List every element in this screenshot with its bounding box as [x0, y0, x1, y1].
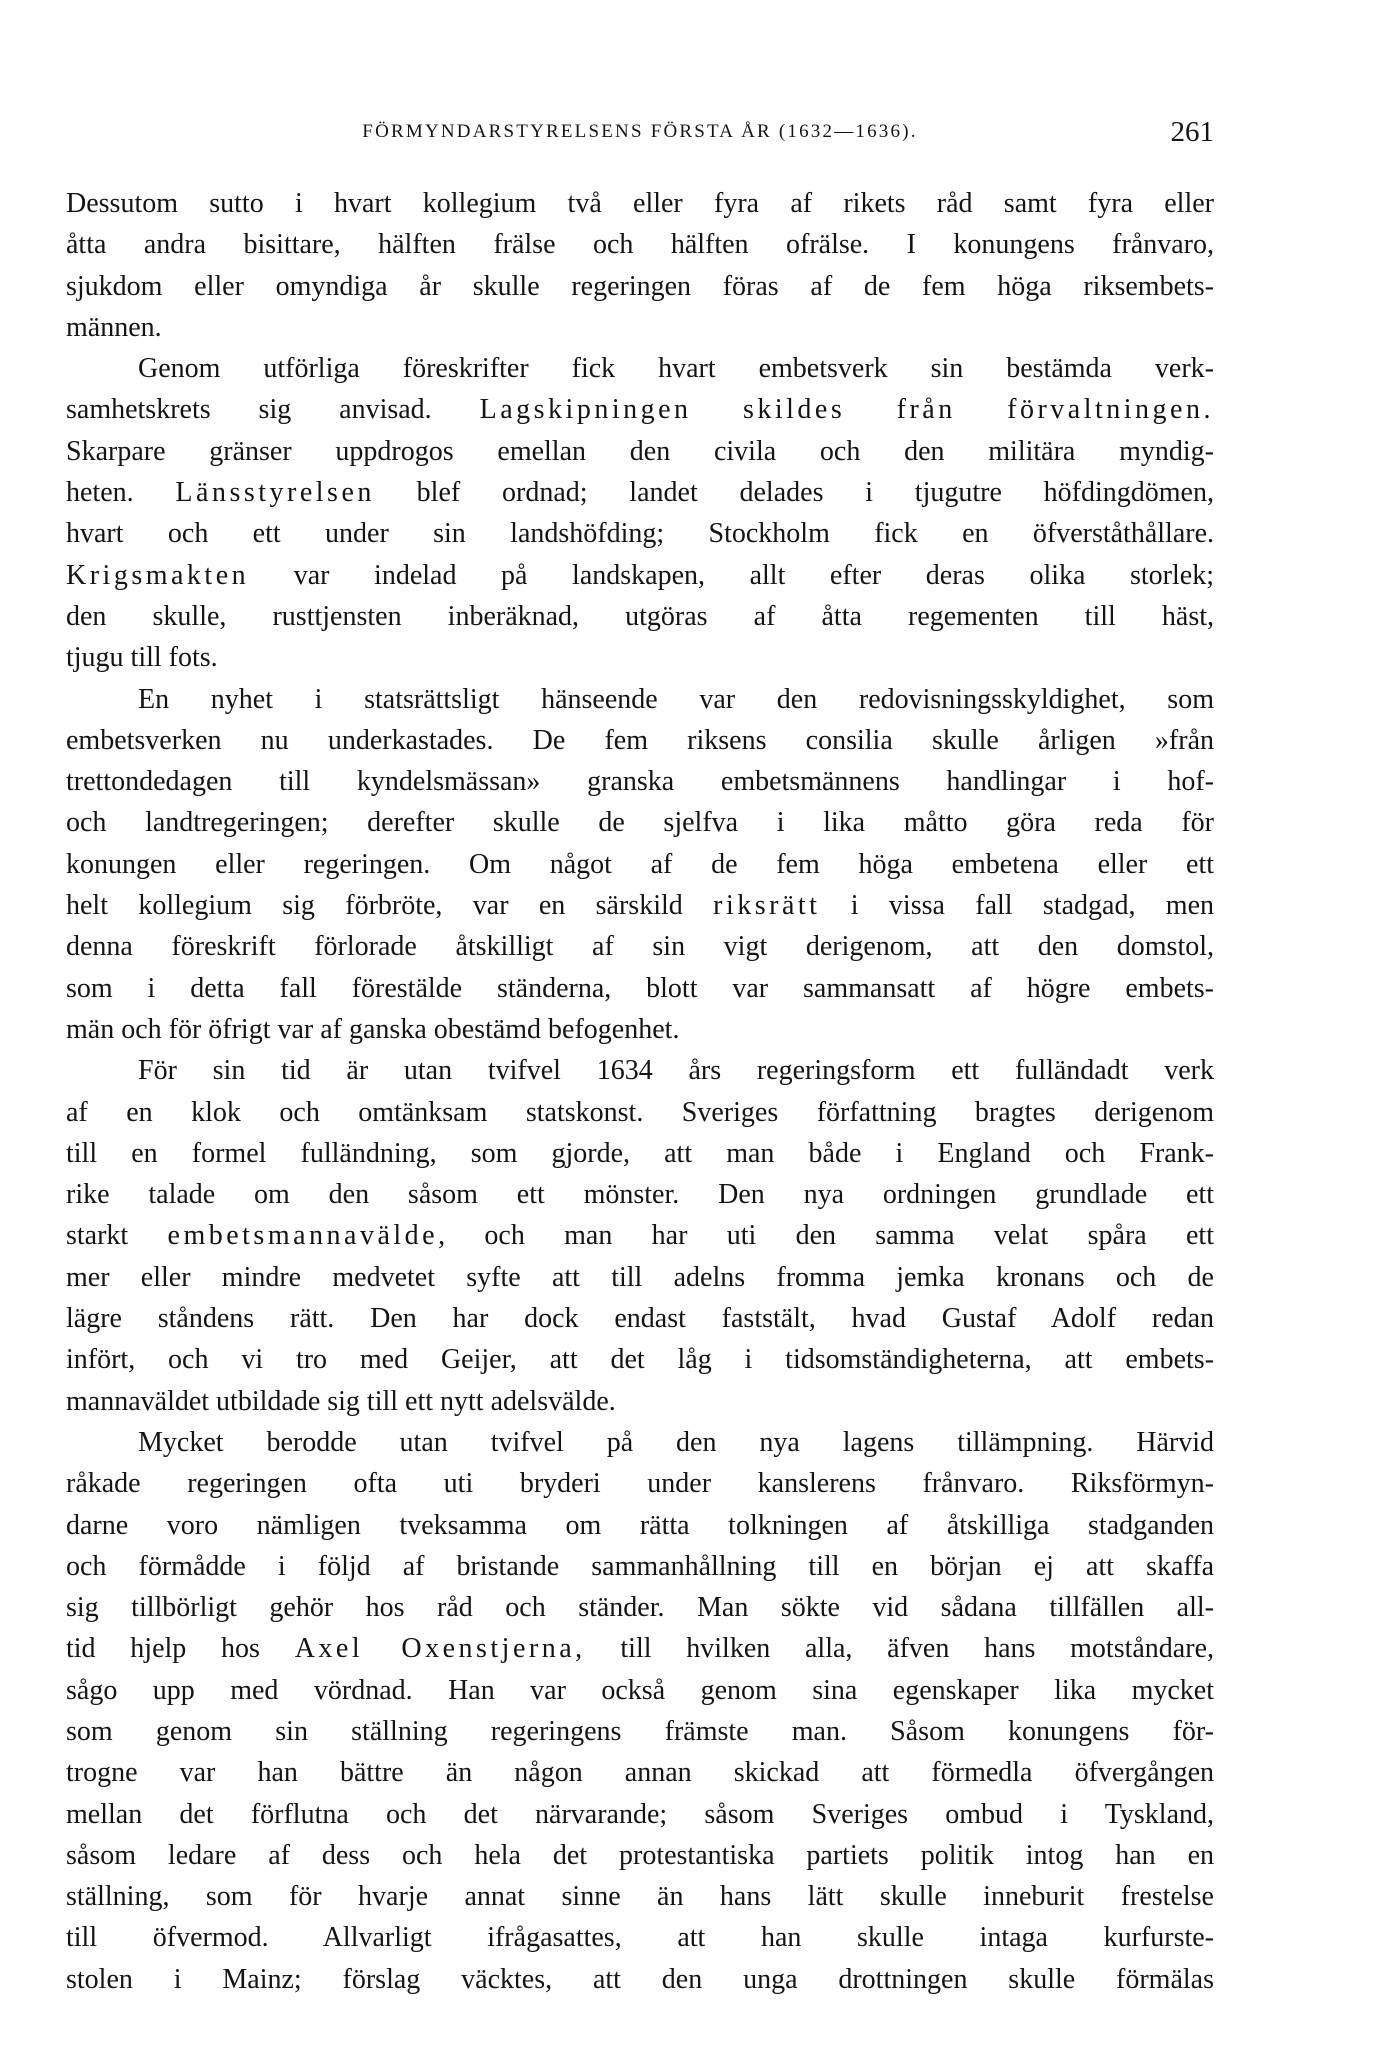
text-line: råkade regeringen ofta uti bryderi under kanslerens frånvaro. Riksförmyn- [66, 1468, 1214, 1500]
text-line: ställning, som för hvarje annat sinne än hans lätt skulle inneburit frestelse [66, 1881, 1214, 1913]
text-line: Genom utförliga föreskrifter fick hvart embetsverk sin bestämda verk- [138, 353, 1214, 385]
text-line: konungen eller regeringen. Om något af de fem höga embetena eller ett [66, 848, 1214, 880]
text-line: lägre ståndens rätt. Den har dock endast faststält, hvad Gustaf Adolf redan [66, 1303, 1214, 1335]
text-line: stolen i Mainz; förslag väcktes, att den unga drottningen skulle förmälas [66, 1963, 1214, 1995]
text-line: tjugu till fots. [66, 642, 218, 674]
text-line: till öfvermod. Allvarligt ifrågasattes, att han skulle intaga kurfurste- [66, 1922, 1214, 1954]
text-line: Krigsmakten var indelad på landskapen, allt efter deras olika storlek; [66, 559, 1214, 591]
text-line: sågo upp med vördnad. Han var också genom sina egenskaper lika mycket [66, 1674, 1214, 1706]
text-line: och förmådde i följd af bristande sammanhållning till en början ej att skaffa [66, 1550, 1214, 1582]
text-line: Skarpare gränser uppdrogos emellan den civila och den militära myndig- [66, 435, 1214, 467]
spaced-emphasis: embetsmannavälde [167, 1220, 439, 1252]
text-line: heten. Länsstyrelsen blef ordnad; landet delades i tjugutre höfdingdömen, [66, 477, 1214, 509]
text-line: infört, och vi tro med Geijer, att det låg i tidsomständigheterna, att embets- [66, 1344, 1214, 1376]
text-line: som i detta fall förestälde ständerna, blott var sammansatt af högre embets- [66, 972, 1214, 1004]
text-line: mellan det förflutna och det närvarande; såsom Sveriges ombud i Tyskland, [66, 1798, 1214, 1830]
text-line: denna föreskrift förlorade åtskilligt af sin vigt derigenom, att den domstol, [66, 931, 1214, 963]
text-line: Mycket berodde utan tvifvel på den nya lagens tillämpning. Härvid [138, 1426, 1214, 1458]
text-line: starkt embetsmannavälde, och man har uti den samma velat spåra ett [66, 1220, 1214, 1252]
text-line: till en formel fulländning, som gjorde, att man både i England och Frank- [66, 1137, 1214, 1169]
spaced-emphasis: Axel Oxenstjerna, [294, 1633, 586, 1665]
text-line: Dessutom sutto i hvart kollegium två eller fyra af rikets råd samt fyra eller [66, 188, 1214, 219]
running-header [66, 112, 1214, 152]
text-line: helt kollegium sig förbröte, var en särskild riksrätt i vissa fall stadgad, men [66, 890, 1215, 922]
text-line: af en klok och omtänksam statskonst. Sveriges författning bragtes derigenom [66, 1096, 1214, 1128]
text-line: embetsverken nu underkastades. De fem riksens consilia skulle årligen »från [66, 724, 1214, 756]
text-line: sjukdom eller omyndiga år skulle regeringen föras af de fem höga riksembets- [66, 270, 1214, 302]
text-line: sig tillbörligt gehör hos råd och ständer. Man sökte vid sådana tillfällen all- [66, 1592, 1214, 1624]
running-title: FÖRMYNDARSTYRELSENS FÖRSTA ÅR (1632—1636). [362, 121, 918, 142]
text-line: män och för öfrigt var af ganska obestämd befogenhet. [66, 1013, 680, 1045]
text-line: trettondedagen till kyndelsmässan» granska embetsmännens handlingar i hof- [66, 766, 1214, 798]
body-text [66, 183, 1214, 2000]
text-line: tid hjelp hos Axel Oxenstjerna, till hvilken alla, äfven hans motståndare, [66, 1633, 1214, 1665]
text-line: männen. [66, 311, 162, 343]
text-line: darne voro nämligen tveksamma om rätta tolkningen af åtskilliga stadganden [66, 1509, 1214, 1541]
text-line: hvart och ett under sin landshöfding; Stockholm fick en öfverståthållare. [66, 518, 1214, 550]
page-number: 261 [1170, 116, 1214, 148]
text-line: samhetskrets sig anvisad. Lagskipningen skildes från förvaltningen. [66, 394, 1214, 426]
text-line: trogne var han bättre än någon annan skickad att förmedla öfvergången [66, 1757, 1214, 1789]
text-line: mer eller mindre medvetet syfte att till adelns fromma jemka kronans och de [66, 1261, 1214, 1293]
spaced-emphasis: riksrätt [713, 890, 821, 922]
text-line: den skulle, rusttjensten inberäknad, utgöras af åtta regementen till häst, [66, 600, 1214, 632]
spaced-emphasis: Länsstyrelsen [175, 477, 375, 509]
text-line: såsom ledare af dess och hela det protestantiska partiets politik intog han en [66, 1839, 1214, 1871]
spaced-emphasis: Krigsmakten [66, 559, 250, 591]
text-line: För sin tid är utan tvifvel 1634 års regeringsform ett fulländadt verk [138, 1055, 1214, 1087]
text-line: mannaväldet utbildade sig till ett nytt adelsvälde. [66, 1385, 616, 1417]
spaced-emphasis: Lagskipningen skildes från förvaltningen. [479, 394, 1214, 426]
text-line: rike talade om den såsom ett mönster. Den nya ordningen grundlade ett [66, 1179, 1214, 1211]
text-line: åtta andra bisittare, hälften frälse och hälften ofrälse. I konungens frånvaro, [66, 229, 1214, 261]
text-line: som genom sin ställning regeringens främste man. Såsom konungens för- [66, 1715, 1214, 1747]
text-line: och landtregeringen; derefter skulle de sjelfva i lika måtto göra reda för [66, 807, 1214, 839]
text-line: En nyhet i statsrättsligt hänseende var den redovisningsskyldighet, som [138, 683, 1214, 715]
